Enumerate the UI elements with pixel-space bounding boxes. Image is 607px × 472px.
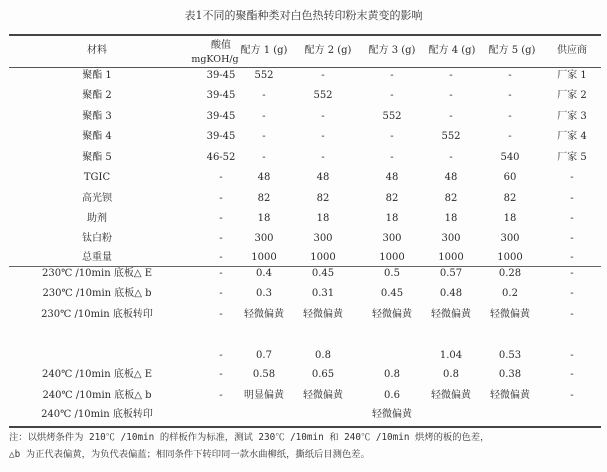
table-cell: 0.5 [384, 268, 400, 279]
header-supplier: 供应商 [557, 45, 587, 56]
table-cell: - [321, 152, 325, 163]
table-cell: 厂家 2 [557, 90, 587, 101]
table-cell: 0.53 [498, 350, 522, 361]
table-cell: - [219, 369, 223, 380]
table-cell: - [570, 213, 574, 224]
table-cell: 18 [316, 213, 330, 224]
table-cell: - [219, 268, 223, 279]
row-label-cell: 聚酯 3 [82, 111, 112, 122]
table-cell: 48 [257, 172, 271, 183]
header-formula-2: 配方 2 (g) [304, 45, 352, 56]
table-cell: - [219, 193, 223, 204]
table-cell: 300 [382, 233, 402, 244]
table-cell: 82 [444, 193, 458, 204]
table-cell: 0.7 [256, 350, 272, 361]
table-cell: - [570, 233, 574, 244]
table-cell: - [390, 70, 394, 81]
table-cell: 60 [503, 172, 517, 183]
table-cell: 300 [254, 233, 274, 244]
table-cell: 0.2 [502, 288, 518, 299]
table-cell: 0.3 [256, 288, 272, 299]
table-cell: 0.8 [443, 369, 459, 380]
table-cell: 轻微偏黄 [372, 309, 412, 320]
table-title: 表1不同的聚酯种类对白色热转印粉末黄变的影响 [184, 9, 423, 22]
table-cell: - [219, 350, 223, 361]
table-cell: 18 [444, 213, 458, 224]
row-label-cell: 总重量 [82, 252, 112, 263]
table-cell: 0.38 [498, 369, 522, 380]
table-cell: - [449, 111, 453, 122]
table-cell: - [219, 288, 223, 299]
table-cell: 39-45 [206, 90, 236, 101]
row-label-cell: 聚酯 1 [82, 70, 112, 81]
table-cell: 1.04 [439, 350, 463, 361]
row-label-cell: 230℃ /10min 底板转印 [41, 309, 153, 320]
table-cell: - [570, 193, 574, 204]
table-cell: 48 [316, 172, 330, 183]
table-cell: - [449, 90, 453, 101]
table-section-rule [9, 266, 601, 267]
table-cell: 1000 [438, 252, 464, 263]
table-cell: - [570, 350, 574, 361]
table-cell: 82 [503, 193, 517, 204]
table-cell: - [219, 213, 223, 224]
table-cell: 18 [385, 213, 399, 224]
header-acid-unit: mgKOH/g [191, 54, 239, 65]
row-label-cell: 240℃ /10min 底板△ b [42, 390, 152, 401]
table-cell: 300 [441, 233, 461, 244]
table-cell: 轻微偏黄 [303, 309, 343, 320]
table-cell: - [219, 390, 223, 401]
table-cell: 厂家 3 [557, 111, 587, 122]
table-cell: 0.4 [256, 268, 272, 279]
table-cell: - [449, 70, 453, 81]
row-label-cell: 240℃ /10min 底板△ E [41, 369, 152, 380]
table-bottom-rule [9, 426, 601, 428]
row-label-cell: TGIC [83, 172, 111, 183]
table-cell: 0.31 [311, 288, 335, 299]
table-cell: - [262, 111, 266, 122]
table-cell: 轻微偏黄 [490, 309, 530, 320]
header-material: 材料 [87, 45, 107, 56]
table-cell: 轻微偏黄 [244, 309, 284, 320]
table-cell: - [570, 369, 574, 380]
table-cell: 厂家 1 [557, 70, 587, 81]
table-top-rule [9, 34, 601, 36]
table-cell: 1000 [497, 252, 523, 263]
table-note-line-1: 注：以烘烤条件为 210℃ /10min 的样板作为标准，测试 230℃ /10min 和 240℃ /10min 烘烤的板的色差， [9, 432, 490, 443]
table-cell: 552 [313, 90, 333, 101]
table-cell: - [219, 172, 223, 183]
table-cell: - [508, 90, 512, 101]
table-cell: - [262, 152, 266, 163]
table-cell: - [570, 390, 574, 401]
table-cell: 540 [500, 152, 520, 163]
table-cell: - [262, 90, 266, 101]
table-cell: - [219, 252, 223, 263]
table-cell: 0.8 [315, 350, 331, 361]
table-cell: - [508, 111, 512, 122]
table-cell: 18 [257, 213, 271, 224]
table-cell: - [390, 90, 394, 101]
table-cell: 轻微偏黄 [303, 390, 343, 401]
table-cell: - [449, 152, 453, 163]
table-cell: 46-52 [206, 152, 236, 163]
row-label-cell: 助剂 [87, 213, 107, 224]
table-cell: 300 [500, 233, 520, 244]
table-cell: 552 [254, 70, 274, 81]
table-cell: - [570, 172, 574, 183]
row-label-cell: 聚酯 2 [82, 90, 112, 101]
table-cell: - [390, 152, 394, 163]
table-cell: 0.65 [311, 369, 335, 380]
header-formula-1: 配方 1 (g) [240, 45, 288, 56]
table-cell: 0.28 [498, 268, 522, 279]
table-cell: 轻微偏黄 [490, 390, 530, 401]
row-label-cell: 聚酯 5 [82, 152, 112, 163]
table-cell: 1000 [310, 252, 336, 263]
row-label-cell: 聚酯 4 [82, 131, 112, 142]
header-acid-value: 酸值 [211, 40, 231, 51]
table-cell: 0.6 [384, 390, 400, 401]
row-label-cell: 钛白粉 [82, 233, 112, 244]
table-cell: - [262, 131, 266, 142]
table-cell: 39-45 [206, 70, 236, 81]
table-cell: - [321, 131, 325, 142]
table-note-line-2: △b 为正代表偏黄，为负代表偏蓝；相同条件下转印同一款水曲柳纸，撕纸后目测色差。 [9, 449, 370, 460]
table-cell: 552 [382, 111, 402, 122]
row-label-cell: 230℃ /10min 底板△ E [41, 268, 152, 279]
header-formula-4: 配方 4 (g) [428, 45, 476, 56]
table-cell: - [570, 309, 574, 320]
table-cell: 82 [316, 193, 330, 204]
table-cell: 轻微偏黄 [372, 409, 412, 420]
table-cell: 厂家 4 [557, 131, 587, 142]
table-cell: 82 [257, 193, 271, 204]
table-cell: - [508, 70, 512, 81]
table-cell: 轻微偏黄 [431, 309, 471, 320]
table-cell: 1000 [251, 252, 277, 263]
table-cell: - [321, 111, 325, 122]
table-cell: 0.45 [380, 288, 404, 299]
table-cell: - [570, 288, 574, 299]
row-label-cell: 240℃ /10min 底板转印 [41, 409, 153, 420]
table-cell: 0.45 [311, 268, 335, 279]
table-cell: 0.8 [384, 369, 400, 380]
table-cell: - [321, 70, 325, 81]
table-cell: - [570, 268, 574, 279]
table-cell: 明显偏黄 [244, 390, 284, 401]
table-cell: - [570, 252, 574, 263]
table-cell: 300 [313, 233, 333, 244]
header-formula-3: 配方 3 (g) [368, 45, 416, 56]
table-cell: 552 [441, 131, 461, 142]
header-formula-5: 配方 5 (g) [488, 45, 536, 56]
table-cell: 82 [385, 193, 399, 204]
table-cell: 轻微偏黄 [431, 390, 471, 401]
table-header-rule [9, 67, 601, 68]
table-cell: - [390, 131, 394, 142]
table-cell: 18 [503, 213, 517, 224]
row-label-cell: 高光钡 [82, 193, 112, 204]
table-cell: 39-45 [206, 111, 236, 122]
table-cell: 厂家 5 [557, 152, 587, 163]
table-cell: - [219, 309, 223, 320]
row-label-cell: 230℃ /10min 底板△ b [42, 288, 152, 299]
table-cell: - [508, 131, 512, 142]
table-cell: 0.48 [439, 288, 463, 299]
table-cell: 48 [444, 172, 458, 183]
table-cell: 1000 [379, 252, 405, 263]
table-cell: 48 [385, 172, 399, 183]
table-cell: 39-45 [206, 131, 236, 142]
table-cell: 0.58 [252, 369, 276, 380]
table-cell: - [219, 233, 223, 244]
table-cell: 0.57 [439, 268, 463, 279]
